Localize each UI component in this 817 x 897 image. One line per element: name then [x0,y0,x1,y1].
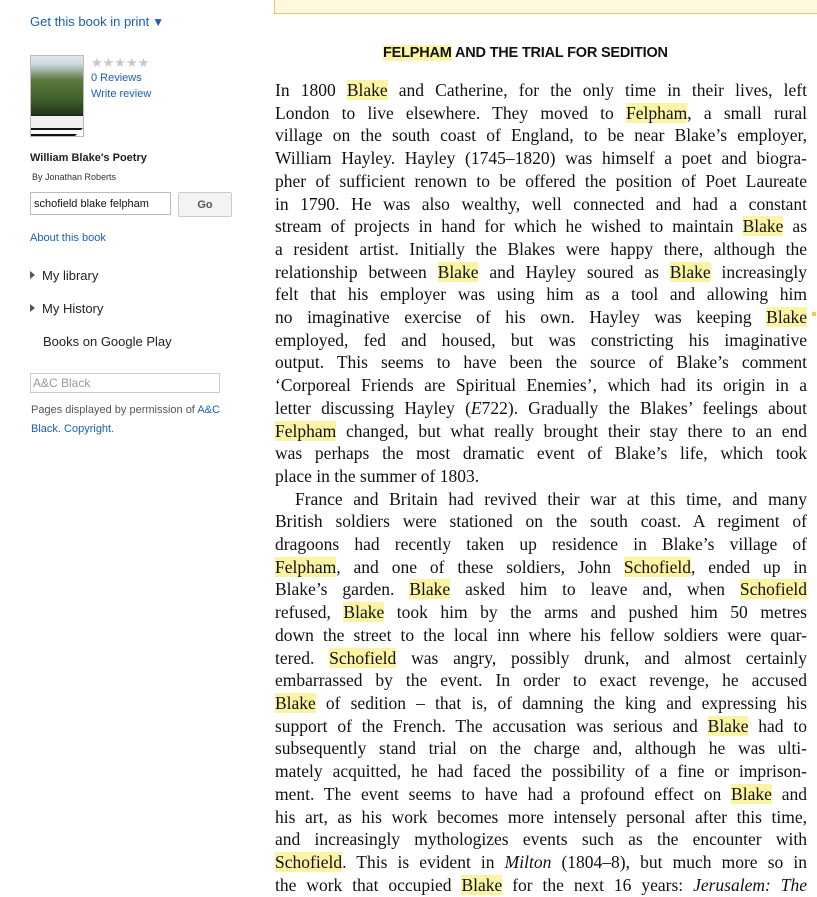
text-run: and Hayley soured as [478,261,670,282]
text-line [275,442,807,465]
search-highlight: Blake [409,579,451,600]
text-run: Blake’s garden. [275,579,410,600]
text-line [275,283,807,306]
text-run: his art, as his work becomes more intensely personal after this time, [275,806,807,827]
search-highlight: Blake [343,602,385,623]
text-run: France and Britain had revived their war at this time, and many [295,488,807,509]
text-run: in 1790. He was also wealthy, well connected and had a constant [275,193,807,214]
text-line [275,806,807,829]
text-run: took him by the arms and pushed him 50 metres [384,602,807,623]
text-line [275,193,807,216]
text-run: had to [748,715,807,736]
text-run: was angry, possibly drunk, and almost certainly [396,647,807,668]
search-highlight: Felpham [275,556,337,577]
text-line [275,465,807,488]
search-highlight: Schofield [623,556,691,577]
write-review-link[interactable]: Write review [91,88,152,100]
text-line [275,737,807,760]
text-line [275,351,807,374]
text-run: Milton [504,851,552,872]
text-run: support of the French. The accusation was serious and [275,715,708,736]
text-run: of sedition – that is, of damning the king and expressing his [315,692,807,713]
text-run: , a small rural [687,102,807,123]
text-run: ‘Corporeal Friends are Spiritual Enemies’, which had its origin in a [275,375,807,396]
text-run: . This is evident in [342,851,505,872]
text-line [275,261,807,284]
text-run: mately acquitted, he had faced the possibility of a fine or imprison- [275,761,807,782]
publisher-link[interactable]: A&C Black [31,404,220,435]
text-run: , and one of these soldiers, John [336,556,624,577]
text-run: dragoons had recently taken up residence in Blake’s village of [275,534,807,555]
text-line [275,760,807,783]
reviews-link[interactable]: 0 Reviews [91,72,142,84]
text-line [275,238,807,261]
search-highlight: Blake [346,80,388,100]
text-run: place in the summer of 1803. [275,465,480,486]
text-run: as [783,216,808,237]
text-run: British soldiers were stationed on the south coast. A regiment of [275,511,807,532]
text-run: for the next 16 years: [502,874,694,895]
text-line [275,374,807,397]
text-run: , ended up in [691,556,807,577]
text-run: down the street to the local inn where his fellow soldiers were quar- [275,624,807,645]
text-line [275,692,807,715]
text-line [275,170,807,193]
text-run: changed, but what really brought their stay there to an end [336,420,807,441]
text-line [275,215,807,238]
text-run: output. This seems to have been the source of Blake’s comment [275,352,807,373]
text-line [275,715,807,738]
search-highlight: Blake [437,261,479,282]
search-highlight: Felpham [626,102,688,123]
text-run: and increasingly mythologizes events such as the encounter with [275,829,807,850]
book-sidebar [0,0,262,897]
text-line [275,397,807,420]
text-line [275,79,807,102]
text-line [275,306,807,329]
text-line [275,874,807,897]
text-line [275,124,807,147]
text-run: and [771,783,807,804]
text-run: the work that occupied [275,874,462,895]
chapter-heading-highlight: FELPHAM [383,45,452,61]
search-highlight: Blake [742,216,784,237]
get-book-in-print-link[interactable] [30,14,164,29]
expand-triangle-icon [30,304,35,312]
search-go-button[interactable]: Go [178,192,232,217]
permission-note: Pages displayed by permission of A&C Black. Copyright. [31,404,220,435]
page-curl-icon [75,128,83,136]
text-line [275,420,807,443]
search-highlight: Schofield [739,579,807,600]
search-highlight: Blake [275,692,316,713]
text-line [275,147,807,170]
text-run: William Hayley. Hayley (1745–1820) was himself a poet and biogra- [275,148,807,169]
text-run: asked him to leave and, when [450,579,740,600]
text-line [275,488,807,511]
book-cover-thumbnail[interactable] [30,55,84,137]
text-run: London to live elsewhere. They moved to [275,102,627,123]
text-run: employed, fed and housed, but was constricting his imaginative [275,329,807,350]
text-run: village on the south coast of England, to be near Blake’s employer, [275,125,807,146]
text-run: stream of projects in hand for which he wished to maintain [275,216,743,237]
scroll-marker [812,312,816,316]
text-run: ment. The event seems to have had a profound effect on [275,783,732,804]
text-line [275,102,807,125]
text-run: In 1800 [275,80,347,100]
text-line [275,329,807,352]
search-highlight: Schofield [329,647,397,668]
text-run: Jerusalem: The [693,874,807,895]
search-highlight: Blake [669,261,711,282]
rating-stars-icon: ★★★★★ [91,55,150,70]
text-run: letter discussing Hayley ( [275,397,471,418]
text-run: was perhaps the most dramatic event of Blake’s life, which took [275,443,807,464]
text-line [275,578,807,601]
text-run: 722). Gradually the Blakes’ feelings about [481,397,807,418]
search-highlight: Blake [461,874,503,895]
text-line [275,601,807,624]
text-line [275,510,807,533]
chapter-heading: FELPHAM AND THE TRIAL FOR SEDITION [383,45,668,61]
search-highlight: Blake [731,783,772,804]
text-run: tered. [275,647,330,668]
text-run: (1804–8), but much more so in [551,851,807,872]
my-library-menu[interactable]: My library [30,268,98,283]
text-run: a resident artist. Initially the Blakes were happy there, although the [275,238,807,259]
my-history-menu[interactable]: My History [30,301,103,316]
text-line [275,783,807,806]
text-line [275,533,807,556]
search-in-book-input[interactable] [30,192,171,215]
search-highlight: Blake [707,715,749,736]
book-author: By Jonathan Roberts [32,172,117,182]
page-body-text [275,79,807,896]
text-run: no imaginative exercise of his own. Hayley was keeping [275,307,767,328]
text-run: subsequently stand trial on the charge and, although he was ulti- [275,738,807,759]
text-run: embarrassed by the event. In order to exact revenge, he accused [275,670,807,691]
text-run: increasingly [710,261,807,282]
text-line [275,647,807,670]
search-highlight: Schofield [275,851,343,872]
text-line [275,669,807,692]
book-title: William Blake's Poetry [30,152,147,164]
text-run: refused, [275,602,344,623]
copyright-link[interactable]: Copyright [64,423,112,435]
publisher-box[interactable]: A&C Black [30,373,220,393]
search-highlight: Blake [766,307,807,328]
text-run: pher of sufficient renown to be offered the position of Poet Laureate [275,170,807,191]
dropdown-arrow-icon: ▼ [152,15,165,29]
search-highlight: Felpham [275,420,337,441]
text-line [275,624,807,647]
books-on-google-play-link[interactable]: Books on Google Play [43,334,172,349]
text-line [275,851,807,874]
text-run: relationship between [275,261,438,282]
search-result-bar [274,0,817,14]
get-print-label: Get this book in print [30,14,150,29]
expand-triangle-icon [30,271,35,279]
text-line [275,828,807,851]
about-this-book-link[interactable]: About this book [30,232,106,244]
text-run: E [470,397,482,418]
text-run: felt that his employer was using him as a tool and allowing him [275,284,807,305]
text-run: and Catherine, for the only time in their lives, left [387,80,807,100]
text-line [275,556,807,579]
